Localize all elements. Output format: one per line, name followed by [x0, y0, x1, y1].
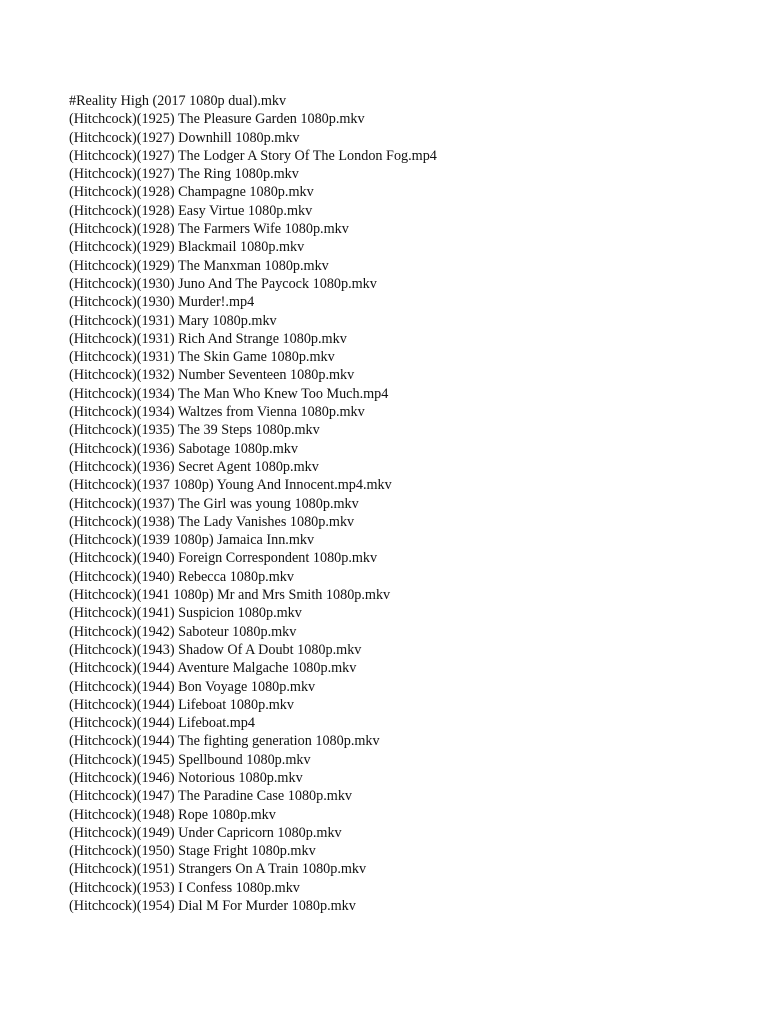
- list-item: (Hitchcock)(1932) Number Seventeen 1080p.mkv: [69, 367, 355, 384]
- list-item: (Hitchcock)(1935) The 39 Steps 1080p.mkv: [69, 422, 320, 439]
- list-item: (Hitchcock)(1930) Juno And The Paycock 1080p.mkv: [69, 275, 377, 292]
- list-item: (Hitchcock)(1927) Downhill 1080p.mkv: [69, 129, 300, 146]
- list-item: (Hitchcock)(1941 1080p) Mr and Mrs Smith 1080p.mkv: [69, 587, 391, 604]
- list-item: (Hitchcock)(1927) The Lodger A Story Of The London Fog.mp4: [69, 147, 437, 164]
- list-item: (Hitchcock)(1931) Rich And Strange 1080p.mkv: [69, 330, 347, 347]
- list-item: (Hitchcock)(1948) Rope 1080p.mkv: [69, 806, 276, 823]
- list-item: (Hitchcock)(1929) Blackmail 1080p.mkv: [69, 239, 305, 256]
- list-item: (Hitchcock)(1950) Stage Fright 1080p.mkv: [69, 843, 316, 860]
- list-item: (Hitchcock)(1954) Dial M For Murder 1080p.mkv: [69, 898, 356, 915]
- list-item: #Reality High (2017 1080p dual).mkv: [69, 93, 287, 109]
- list-item: (Hitchcock)(1944) Bon Voyage 1080p.mkv: [69, 678, 316, 695]
- list-item: (Hitchcock)(1936) Sabotage 1080p.mkv: [69, 440, 298, 457]
- list-item: (Hitchcock)(1953) I Confess 1080p.mkv: [69, 879, 300, 896]
- list-item: (Hitchcock)(1944) Lifeboat.mp4: [69, 715, 255, 732]
- list-item: (Hitchcock)(1944) Lifeboat 1080p.mkv: [69, 696, 294, 713]
- list-item: (Hitchcock)(1936) Secret Agent 1080p.mkv: [69, 458, 319, 475]
- list-item: (Hitchcock)(1929) The Manxman 1080p.mkv: [69, 257, 329, 274]
- list-item: (Hitchcock)(1928) The Farmers Wife 1080p.mkv: [69, 221, 349, 238]
- list-item: (Hitchcock)(1949) Under Capricorn 1080p.mkv: [69, 824, 342, 841]
- list-item: (Hitchcock)(1942) Saboteur 1080p.mkv: [69, 623, 297, 640]
- list-item: (Hitchcock)(1941) Suspicion 1080p.mkv: [69, 605, 302, 622]
- list-item: (Hitchcock)(1946) Notorious 1080p.mkv: [69, 769, 303, 786]
- list-item: (Hitchcock)(1938) The Lady Vanishes 1080p.mkv: [69, 513, 355, 530]
- list-item: (Hitchcock)(1951) Strangers On A Train 1080p.mkv: [69, 861, 367, 878]
- list-item: (Hitchcock)(1944) The fighting generation 1080p.mkv: [69, 733, 380, 750]
- list-item: (Hitchcock)(1934) The Man Who Knew Too Much.mp4: [69, 385, 389, 402]
- list-item: (Hitchcock)(1928) Champagne 1080p.mkv: [69, 184, 314, 201]
- list-item: (Hitchcock)(1940) Rebecca 1080p.mkv: [69, 568, 294, 585]
- list-item: (Hitchcock)(1931) The Skin Game 1080p.mkv: [69, 349, 335, 366]
- list-item: (Hitchcock)(1940) Foreign Correspondent 1080p.mkv: [69, 550, 378, 567]
- list-item: (Hitchcock)(1945) Spellbound 1080p.mkv: [69, 751, 311, 768]
- list-item: (Hitchcock)(1928) Easy Virtue 1080p.mkv: [69, 202, 313, 219]
- list-item: (Hitchcock)(1934) Waltzes from Vienna 1080p.mkv: [69, 404, 365, 421]
- list-item: (Hitchcock)(1931) Mary 1080p.mkv: [69, 312, 277, 329]
- list-item: (Hitchcock)(1925) The Pleasure Garden 1080p.mkv: [69, 111, 365, 128]
- list-item: (Hitchcock)(1943) Shadow Of A Doubt 1080p.mkv: [69, 641, 362, 658]
- list-item: (Hitchcock)(1939 1080p) Jamaica Inn.mkv: [69, 532, 315, 549]
- list-item: (Hitchcock)(1927) The Ring 1080p.mkv: [69, 166, 299, 183]
- list-item: (Hitchcock)(1930) Murder!.mp4: [69, 294, 255, 311]
- list-item: (Hitchcock)(1937 1080p) Young And Innocent.mp4.mkv: [69, 477, 392, 494]
- file-list: [69, 92, 437, 915]
- list-item: (Hitchcock)(1937) The Girl was young 1080p.mkv: [69, 495, 359, 512]
- list-item: (Hitchcock)(1947) The Paradine Case 1080p.mkv: [69, 788, 353, 805]
- list-item: (Hitchcock)(1944) Aventure Malgache 1080p.mkv: [69, 660, 357, 677]
